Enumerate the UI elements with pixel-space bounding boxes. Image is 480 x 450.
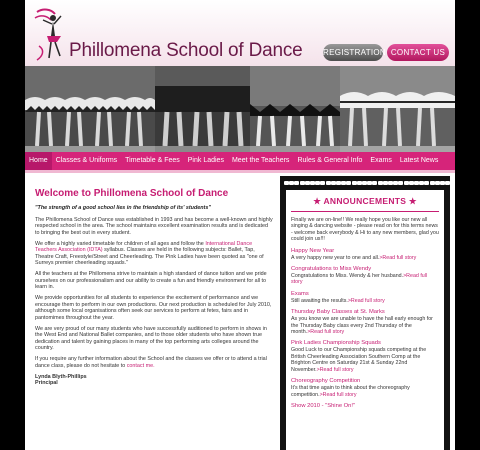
- film-sprocket-hole: [346, 181, 351, 185]
- nav-timetable-fees[interactable]: Timetable & Fees: [125, 157, 180, 164]
- film-sprocket-hole: [430, 181, 435, 185]
- contact-us-button[interactable]: CONTACT US: [387, 44, 449, 61]
- film-sprocket-hole: [294, 181, 299, 185]
- news-title-choreography[interactable]: Choreography Competition: [291, 378, 361, 385]
- news-body: Congratulations to Miss. Wendy & her husband.: [291, 273, 404, 280]
- read-full-story-link[interactable]: >Read full story: [291, 273, 428, 286]
- film-sprocket-hole: [445, 181, 450, 185]
- teachers-paragraph: All the teachers at the Phillomena strive to maintain a high standard of dance tuition and we pride ourselves on our professionalism and our ability to create a fun and friendly environment for all to learn in.: [35, 271, 267, 290]
- site-title[interactable]: Phillomena School of Dance: [69, 40, 303, 61]
- read-full-story-link[interactable]: >Read full story: [319, 391, 357, 398]
- timetable-text-a: We offer a highly varied timetable for children of all ages and follow the: [35, 240, 206, 247]
- film-sprocket-hole: [326, 181, 331, 185]
- contact-me-link[interactable]: contact me.: [126, 362, 155, 369]
- page-title: Welcome to Phillomena School of Dance: [35, 188, 229, 199]
- read-full-story-link[interactable]: >Read full story: [347, 297, 385, 304]
- read-full-story-link[interactable]: >Read full story: [307, 329, 345, 336]
- signature-role: Principal: [35, 380, 58, 386]
- news-body: It's that time again to think about the choreography competition.: [291, 385, 410, 398]
- contact-paragraph: [35, 356, 273, 369]
- main-nav: [25, 152, 455, 170]
- registration-button[interactable]: REGISTRATION: [323, 44, 383, 61]
- dancers-photo-banner: [25, 66, 455, 152]
- news-title-exams[interactable]: Exams: [291, 290, 309, 297]
- header: [25, 0, 455, 66]
- read-full-story-link[interactable]: >Read full story: [316, 366, 354, 373]
- film-sprocket-hole: [424, 181, 429, 185]
- nav-home[interactable]: Home: [25, 152, 52, 170]
- news-title-new-year[interactable]: Happy New Year: [291, 247, 335, 254]
- dancer-logo-icon[interactable]: [33, 6, 69, 64]
- film-sprocket-hole: [398, 181, 403, 185]
- news-title-pink-ladies[interactable]: Pink Ladies Championship Squads: [291, 340, 381, 347]
- news-title-show-2010[interactable]: Show 2010 - "Shine On!": [291, 402, 356, 409]
- nav-rules-general-info[interactable]: Rules & General Info: [297, 157, 363, 164]
- news-item-new-year: [291, 255, 439, 261]
- film-sprocket-hole: [404, 181, 409, 185]
- announcements-panel: [280, 176, 450, 450]
- news-title-thursday-baby[interactable]: Thursday Baby Classes at St. Marks: [291, 309, 385, 316]
- school-quote: "The strength of a good school lies in the friendship of its' students": [35, 205, 211, 211]
- dancers-photo-3: [250, 66, 340, 152]
- announcements-intro: Finally we are on-line!! We really hope you like our new all singing & dancing website - please read on for this terms news - welcome back everybody & Hi to any new members, glad you could join us!!!: [291, 217, 439, 243]
- dancers-photo-1: [25, 66, 155, 152]
- film-sprocket-hole: [352, 181, 357, 185]
- news-item-miss-wendy: [291, 273, 439, 286]
- nav-pink-ladies[interactable]: Pink Ladies: [187, 157, 224, 164]
- nav-divider: [25, 170, 455, 173]
- news-body: As you know we are unable to have the hall early enough for the Thursday Baby class every 2nd Thursday of the month.: [291, 316, 433, 336]
- news-body: Still awaiting the results.: [291, 297, 348, 304]
- news-title-miss-wendy[interactable]: Congratulations to Miss Wendy: [291, 266, 372, 273]
- nav-latest-news[interactable]: Latest News: [399, 157, 439, 164]
- nav-meet-the-teachers[interactable]: Meet the Teachers: [231, 157, 290, 164]
- students-paragraph: We are very proud of our many students who have successfully auditioned to perform in shows in the West End and National Ballet companies, and to those older students who have shown true dedication and talent by gaining places in many of the top performing arts colleges around the country.: [35, 325, 267, 351]
- news-body: A very happy new year to one and all.: [291, 254, 380, 261]
- timetable-paragraph: [35, 241, 273, 267]
- film-sprocket-hole: [320, 181, 325, 185]
- news-body: Good Luck to our Championship squads competing at the British Cheerleading Association Southern Comp at the Brighton Centre on Saturday 21st & Sunday 22nd November.: [291, 347, 427, 373]
- film-sprocket-hole: [378, 181, 383, 185]
- idta-link[interactable]: International Dance Teachers Association (IDTA): [35, 240, 253, 253]
- page: [25, 0, 455, 450]
- dancers-photo-2: [155, 66, 250, 152]
- news-item-choreography: [291, 385, 439, 398]
- nav-exams[interactable]: Exams: [370, 157, 392, 164]
- signature-name: Lynda Blyth-Phillips: [35, 373, 87, 380]
- film-sprocket-hole: [372, 181, 377, 185]
- performance-paragraph: We provide opportunities for all students to experience the excitement of performance and we encourage them to perform in our own productions. Our next production is scheduled for July 2010, although some local organisations often seek our services to perform at fetes, fairs and in pantomimes throughout the year.: [35, 295, 272, 321]
- news-item-thursday-baby: [291, 316, 439, 335]
- intro-paragraph: The Phillomena School of Dance was established in 1993 and has become a well-known and highly respected school in the area. The school maintains excellent examination results and is dedicated to bringing the best out in every student.: [35, 216, 273, 236]
- news-item-pink-ladies: [291, 347, 439, 373]
- news-item-exams: [291, 298, 439, 304]
- dancers-photo-4: [340, 66, 455, 152]
- announcements-heading: ★ ANNOUNCEMENTS ★: [291, 196, 439, 212]
- announcements-content: [286, 190, 444, 450]
- nav-classes-uniforms[interactable]: Classes & Uniforms: [55, 157, 118, 164]
- timetable-text-b: syllabus. Classes are held in the following subjects: Ballet, Tap, Theatre Craft, Freestyle/Street and Cheerleading. The Pink Ladies have been quoted as "one of Surreys premier cheerleading squads.": [35, 247, 264, 266]
- read-full-story-link[interactable]: >Read full story: [379, 254, 417, 261]
- film-sprocket-hole: [300, 181, 305, 185]
- contact-text: If you require any further information about the School and the classes we offer or to attend a trial dance class, please do not hesitate to: [35, 356, 267, 369]
- main-content: [35, 188, 273, 387]
